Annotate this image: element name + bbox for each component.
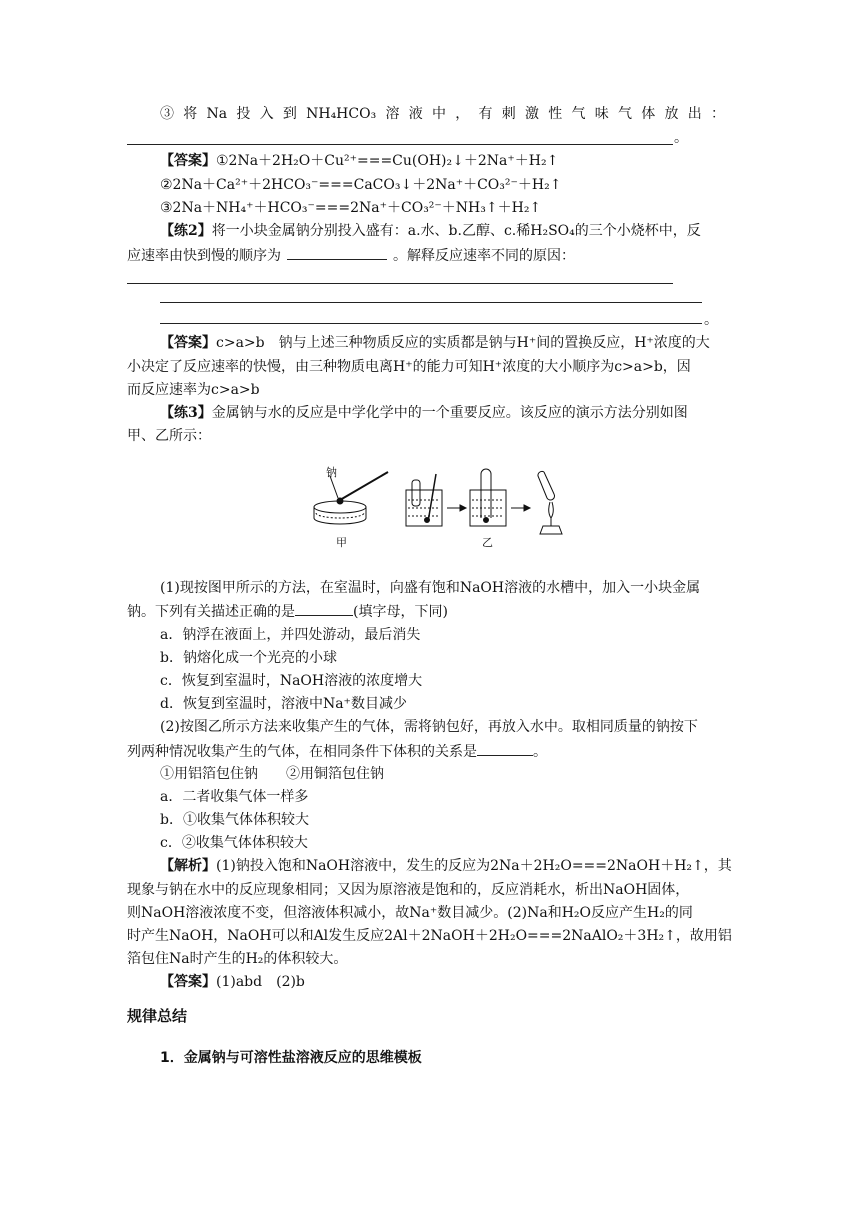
label-yi: 乙 [482,536,493,549]
answer3-line [160,972,305,992]
practice2-line2 [127,245,727,266]
summary-heading: 规律总结 [127,1007,188,1025]
question2-line1: (2)按图乙所示方法来收集产生的气体，需将钠包好，再放入水中。取相同质量的钠按下 [160,719,698,735]
question1-text-b: (填字母，下同) [353,604,448,620]
practice2-text-b: 。解释反应速率不同的原因： [393,248,575,264]
option-c: c．恢复到室温时，NaOH溶液的浓度增大 [160,673,423,689]
practice2-text-a: 应速率由快到慢的顺序为 [127,248,281,264]
option-c: c．②收集气体体积较大 [160,835,308,851]
figure-jia-trough [314,472,388,524]
period: 。 [674,130,688,146]
q3-part-text: ③将Na投入到NH₄HCO₃溶液中，有刺激性气味气体放出： [160,106,725,122]
answer1-eq1-line [160,151,558,171]
figure-yi-beaker-1 [406,474,442,526]
reason-blank-line-2 [160,302,702,303]
answer3-text: (1)abd (2)b [216,974,305,990]
answer2-line3: 而反应速率为c>a>b [127,382,260,398]
question1-line1: (1)现按图甲所示的方法，在室温时，向盛有饱和NaOH溶液的水槽中，加入一小块金属 [160,580,701,596]
arrow-icon [447,505,466,511]
answer2-line2: 小决定了反应速率的快慢，由三种物质电离H⁺的能力可知H⁺浓度的大小顺序为c>a>b，因 [127,359,691,375]
figure-yi-beaker-2 [470,469,506,526]
practice-label: 【练2】 [160,223,212,239]
option-a: a．钠浮在液面上，并四处游动，最后消失 [160,627,421,643]
experiment-figure [300,462,590,558]
summary-item-1: 1．金属钠与可溶性盐溶液反应的思维模板 [160,1050,422,1066]
analysis-line3: 则NaOH溶液浓度不变，但溶液体积减小，故Na⁺数目减少。(2)Na和H₂O反应产生H₂的同 [127,905,693,921]
label-sodium: 钠 [326,466,337,479]
option-b: b．①收集气体体积较大 [160,812,309,828]
question2-text-a: 列两种情况收集产生的气体，在相同条件下体积的关系是 [127,744,477,760]
analysis-line1 [160,856,732,876]
arrow-icon [511,505,530,511]
answer-blank [295,601,353,616]
reason-blank-line-1 [127,283,673,284]
answer-equation-2: ②2Na＋Ca²⁺＋2HCO₃⁻===CaCO₃↓＋2Na⁺＋CO₃²⁻＋H₂↑ [160,177,562,193]
question1-text-a: 钠。下列有关描述正确的是 [127,604,295,620]
practice3-text: 金属钠与水的反应是中学化学中的一个重要反应。该反应的演示方法分别如图 [211,405,688,421]
figure-yi-lamp [538,471,562,534]
question1-line2 [127,601,448,622]
question2-text-b: 。 [533,744,547,760]
order-blank [287,245,387,260]
answer-blank [477,741,533,756]
practice3-line1 [160,403,688,423]
option-d: d．恢复到室温时，溶液中Na⁺数目减少 [160,696,407,712]
option-a: a．二者收集气体一样多 [160,789,309,805]
answer-blank-line [127,144,673,145]
analysis-line2: 现象与钠在水中的反应现象相同；又因为原溶液是饱和的，反应消耗水，析出NaOH固体， [127,882,690,898]
answer-equation-1: ①2Na＋2H₂O＋Cu²⁺===Cu(OH)₂↓＋2Na⁺＋H₂↑ [216,153,559,169]
question2-cases: ①用铝箔包住钠 ②用铜箔包住钠 [160,766,384,782]
practice2-text: 将一小块金属钠分别投入盛有：a.水、b.乙醇、c.稀H₂SO₄的三个小烧杯中，反 [211,223,701,239]
answer-label: 【答案】 [160,335,216,351]
label-jia: 甲 [336,536,347,549]
answer-equation-3: ③2Na＋NH₄⁺＋HCO₃⁻===2Na⁺＋CO₃²⁻＋NH₃↑＋H₂↑ [160,200,542,216]
practice3-line2: 甲、乙所示： [127,428,211,444]
analysis-line5: 箔包住Na时产生的H₂的体积较大。 [127,951,348,967]
analysis-line4: 时产生NaOH，NaOH可以和Al发生反应2Al＋2NaOH＋2H₂O===2NaAlO₂＋3H₂↑，故用铝 [127,928,732,944]
option-b: b．钠熔化成一个光亮的小球 [160,650,337,666]
answer-label: 【答案】 [160,974,216,990]
answer-label: 【答案】 [160,153,216,169]
practice2-line1 [160,221,725,241]
answer2-text-1: c>a>b 钠与上述三种物质反应的实质都是钠与H⁺间的置换反应，H⁺浓度的大 [216,335,710,351]
question2-line2 [127,741,547,762]
analysis-text-1: (1)钠投入饱和NaOH溶液中，发生的反应为2Na＋2H₂O===2NaOH＋H₂↑，其 [216,858,732,874]
analysis-label: 【解析】 [160,858,216,874]
answer2-line1 [160,333,710,353]
period: 。 [704,312,718,328]
reason-blank-line-3 [160,323,702,324]
practice-label: 【练3】 [160,405,212,421]
